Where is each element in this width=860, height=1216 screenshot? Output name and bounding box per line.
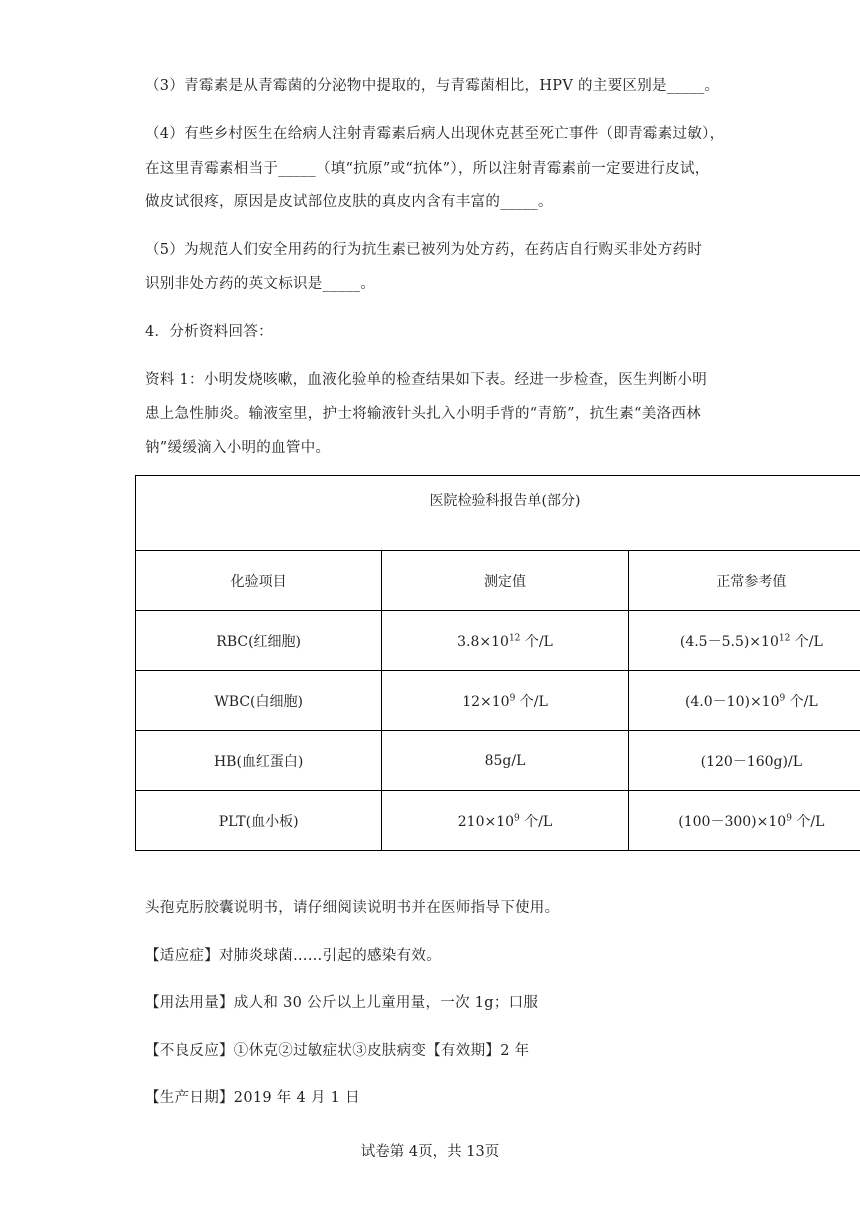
cell-item: PLT(血小板) [136, 791, 382, 851]
cell-reference: (120－160g)/L [628, 731, 860, 791]
header-value: 测定值 [382, 551, 628, 611]
table-row [136, 791, 860, 851]
cell-value: $3.8\times 10^{12}$ 个/L [382, 611, 628, 671]
cell-value: $210\times 10^9$ 个/L [382, 791, 628, 851]
leaflet-line-4: 【不良反应】①休克②过敏症状③皮肤病变【有效期】2 年 [145, 1043, 530, 1059]
table-row [136, 611, 860, 671]
question-3-line: （3）青霉素是从青霉菌的分泌物中提取的，与青霉菌相比，HPV 的主要区别是_____。 [145, 78, 720, 94]
leaflet-line-2: 【适应症】对肺炎球菌……引起的感染有效。 [145, 948, 441, 964]
question-5-line-2: 识别非处方药的英文标识是_____。 [145, 276, 376, 292]
table-row [136, 731, 860, 791]
section-4-heading: 4．分析资料回答： [145, 324, 273, 340]
material-1-line-3: 钠”缓缓滴入小明的血管中。 [145, 440, 331, 456]
cell-value: $12\times 10^9$ 个/L [382, 671, 628, 731]
cell-reference: $(4.0-10)\times 10^9$ 个/L [628, 671, 860, 731]
cell-item: RBC(红细胞) [136, 611, 382, 671]
question-5-line-1: （5）为规范人们安全用药的行为抗生素已被列为处方药，在药店自行购买非处方药时 [145, 242, 703, 258]
cell-item: HB(血红蛋白) [136, 731, 382, 791]
leaflet-line-3: 【用法用量】成人和 30 公斤以上儿童用量，一次 1g；口服 [145, 995, 539, 1011]
question-4-line-3: 做皮试很疼，原因是皮试部位皮肤的真皮内含有丰富的_____。 [145, 194, 553, 210]
table-row [136, 671, 860, 731]
header-reference: 正常参考值 [628, 551, 860, 611]
cell-item: WBC(白细胞) [136, 671, 382, 731]
material-1-line-1: 资料 1：小明发烧咳嗽，血液化验单的检查结果如下表。经进一步检查，医生判断小明 [145, 372, 708, 388]
question-4-line-2: 在这里青霉素相当于_____（填“抗原”或“抗体”），所以注射青霉素前一定要进行皮试， [145, 161, 710, 177]
table-header-row [136, 551, 860, 611]
table-title: 医院检验科报告单(部分) [136, 476, 860, 551]
question-4-line-1: （4）有些乡村医生在给病人注射青霉素后病人出现休克甚至死亡事件（即青霉素过敏）， [145, 126, 725, 142]
lab-report-table [135, 475, 860, 851]
material-1-line-2: 患上急性肺炎。输液室里，护士将输液针头扎入小明手背的“青筋”，抗生素“美洛西林 [145, 406, 701, 422]
cell-value: 85g/L [382, 731, 628, 791]
header-item: 化验项目 [136, 551, 382, 611]
page-footer: 试卷第 4页，共 13页 [360, 1144, 500, 1160]
leaflet-line-1: 头孢克肟胶囊说明书，请仔细阅读说明书并在医师指导下使用。 [145, 900, 560, 916]
cell-reference: $(4.5-5.5)\times 10^{12}$ 个/L [628, 611, 860, 671]
cell-reference: $(100-300)\times 10^9$ 个/L [628, 791, 860, 851]
leaflet-line-5: 【生产日期】2019 年 4 月 1 日 [145, 1090, 360, 1106]
